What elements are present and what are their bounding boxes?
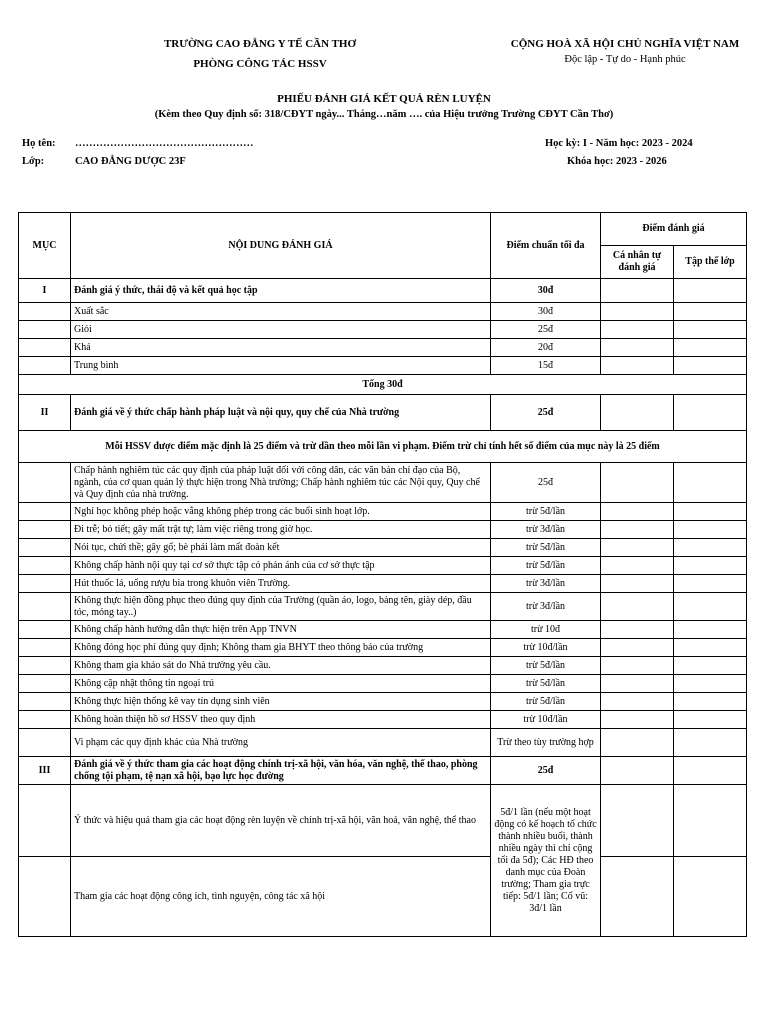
table-row-label: Tham gia các hoạt động công ích, tình nguyện, công tác xã hội: [71, 857, 491, 937]
group-score-cell[interactable]: [674, 657, 747, 675]
table-row-label: Không chấp hành nội quy tại cơ sở thực tập có phản ánh của cơ sở thực tập: [71, 557, 491, 575]
self-score-cell[interactable]: [601, 593, 674, 621]
self-score-cell[interactable]: [601, 339, 674, 357]
self-score-cell[interactable]: [601, 321, 674, 339]
table-row-label: Giỏi: [71, 321, 491, 339]
table-row-label: Không cập nhật thông tin ngoại trú: [71, 675, 491, 693]
section-1-num: I: [19, 279, 71, 303]
group-score-cell[interactable]: [674, 675, 747, 693]
header-max-score: Điểm chuẩn tối đa: [491, 213, 601, 279]
self-score-cell[interactable]: [601, 785, 674, 857]
group-score-cell[interactable]: [674, 503, 747, 521]
table-row-score: trừ 5đ/lần: [491, 539, 601, 557]
table-row-score: trừ 10đ: [491, 621, 601, 639]
header-group: Tập thể lớp: [674, 246, 747, 279]
section-1-title: Đánh giá ý thức, thái độ và kết quả học tập: [71, 279, 491, 303]
table-row-label: Vi phạm các quy định khác của Nhà trường: [71, 729, 491, 757]
table-row-label: Xuất sắc: [71, 303, 491, 321]
group-score-cell[interactable]: [674, 395, 747, 431]
self-score-cell[interactable]: [601, 357, 674, 375]
group-score-cell[interactable]: [674, 857, 747, 937]
motto: Độc lập - Tự do - Hạnh phúc: [564, 54, 686, 65]
self-score-cell[interactable]: [601, 503, 674, 521]
group-score-cell[interactable]: [674, 693, 747, 711]
group-score-cell[interactable]: [674, 621, 747, 639]
table-row-label: Không đóng học phí đúng quy định; Không tham gia BHYT theo thông báo của trường: [71, 639, 491, 657]
table-row-score: trừ 3đ/lần: [491, 593, 601, 621]
table-row-label: Không tham gia khảo sát do Nhà trường yêu cầu.: [71, 657, 491, 675]
table-row-label: Không thực hiện đồng phục theo đúng quy định của Trường (quần áo, logo, bảng tên, giày dép, đầu tóc, móng tay..): [71, 593, 491, 621]
self-score-cell[interactable]: [601, 675, 674, 693]
group-score-cell[interactable]: [674, 463, 747, 503]
group-score-cell[interactable]: [674, 357, 747, 375]
group-score-cell[interactable]: [674, 521, 747, 539]
group-score-cell[interactable]: [674, 757, 747, 785]
table-row-label: Không hoàn thiện hồ sơ HSSV theo quy định: [71, 711, 491, 729]
self-score-cell[interactable]: [601, 395, 674, 431]
semester-info: Học kỳ: I - Năm học: 2023 - 2024: [545, 138, 693, 149]
section-3-merged-score: 5đ/1 lần (nếu một hoạt động có kế hoạch tổ chức thành nhiều buổi, thành nhiều ngày thì chỉ cộng tối đa 5đ); Các HĐ theo danh mục của Đoàn trường; Tham gia trực tiếp: 5đ/1 lần; Cổ vũ: 3đ/1 lần: [491, 785, 601, 937]
table-row-score: trừ 3đ/lần: [491, 521, 601, 539]
document-title: PHIẾU ĐÁNH GIÁ KẾT QUẢ RÈN LUYỆN: [277, 93, 491, 105]
table-row-label: Trung bình: [71, 357, 491, 375]
table-row-score: trừ 10đ/lần: [491, 639, 601, 657]
group-score-cell[interactable]: [674, 321, 747, 339]
self-score-cell[interactable]: [601, 693, 674, 711]
table-row-label: Khá: [71, 339, 491, 357]
self-score-cell[interactable]: [601, 757, 674, 785]
group-score-cell[interactable]: [674, 339, 747, 357]
table-row-label: Không thực hiện thống kê vay tín dụng sinh viên: [71, 693, 491, 711]
table-row-score: trừ 5đ/lần: [491, 503, 601, 521]
section-2-num: II: [19, 395, 71, 431]
table-row-score: trừ 3đ/lần: [491, 575, 601, 593]
self-score-cell[interactable]: [601, 539, 674, 557]
header-evaluation: Điểm đánh giá: [601, 213, 747, 246]
class-label: Lớp:: [22, 156, 45, 167]
group-score-cell[interactable]: [674, 303, 747, 321]
section-3-title: Đánh giá về ý thức tham gia các hoạt động chính trị-xã hội, văn hóa, văn nghệ, thể thao, phòng chống tội phạm, tệ nạn xã hội, bạo lực học đường: [71, 757, 491, 785]
group-score-cell[interactable]: [674, 539, 747, 557]
table-row-score: trừ 10đ/lần: [491, 711, 601, 729]
header-content: NỘI DUNG ĐÁNH GIÁ: [71, 213, 491, 279]
group-score-cell[interactable]: [674, 279, 747, 303]
table-row-score: 15đ: [491, 357, 601, 375]
table-row-label: Nghỉ học không phép hoặc vắng không phép trong các buổi sinh hoạt lớp.: [71, 503, 491, 521]
self-score-cell[interactable]: [601, 463, 674, 503]
table-row-label: Không chấp hành hướng dẫn thực hiện trên App TNVN: [71, 621, 491, 639]
table-row-score: trừ 5đ/lần: [491, 675, 601, 693]
table-row-score: 30đ: [491, 303, 601, 321]
name-label: Họ tên:: [22, 138, 56, 149]
evaluation-table: [18, 212, 747, 937]
self-score-cell[interactable]: [601, 575, 674, 593]
table-row-label: Nói tục, chửi thề; gây gổ; bè phái làm mất đoàn kết: [71, 539, 491, 557]
group-score-cell[interactable]: [674, 575, 747, 593]
table-row-score: trừ 5đ/lần: [491, 557, 601, 575]
self-score-cell[interactable]: [601, 857, 674, 937]
section-2-title: Đánh giá về ý thức chấp hành pháp luật và nội quy, quy chế của Nhà trường: [71, 395, 491, 431]
table-row-score: trừ 5đ/lần: [491, 657, 601, 675]
section-2-note: Mỗi HSSV được điểm mặc định là 25 điểm và trừ dần theo mỗi lần vi phạm. Điểm trừ chỉ tính hết số điểm của mục này là 25 điểm: [19, 431, 747, 463]
self-score-cell[interactable]: [601, 711, 674, 729]
section-2-score: 25đ: [491, 395, 601, 431]
section-1-score: 30đ: [491, 279, 601, 303]
name-value: ……………………………………………: [75, 138, 254, 149]
self-score-cell[interactable]: [601, 557, 674, 575]
self-score-cell[interactable]: [601, 521, 674, 539]
table-row-score: trừ 5đ/lần: [491, 693, 601, 711]
table-row-score: 20đ: [491, 339, 601, 357]
office-name: PHÒNG CÔNG TÁC HSSV: [193, 58, 327, 70]
table-row-label: Đi trễ; bỏ tiết; gây mất trật tự; làm việc riêng trong giờ học.: [71, 521, 491, 539]
table-row-label: Chấp hành nghiêm túc các quy định của pháp luật đối với công dân, các văn bản chỉ đạo của Bộ, ngành, của cơ quan quản lý thực hiện trong Nhà trường; Chấp hành nghiêm túc các Nội quy, Quy chế và Quy định của nhà trường.: [71, 463, 491, 503]
group-score-cell[interactable]: [674, 593, 747, 621]
class-value: CAO ĐẲNG DƯỢC 23F: [75, 156, 186, 167]
table-row-score: 25đ: [491, 463, 601, 503]
table-row-label: Ý thức và hiệu quả tham gia các hoạt động rèn luyện về chính trị-xã hội, văn hoá, văn nghệ, thể thao: [71, 785, 491, 857]
self-score-cell[interactable]: [601, 729, 674, 757]
table-row-score: 25đ: [491, 321, 601, 339]
group-score-cell[interactable]: [674, 729, 747, 757]
country-name: CỘNG HOÀ XÃ HỘI CHỦ NGHĨA VIỆT NAM: [510, 38, 740, 50]
self-score-cell[interactable]: [601, 621, 674, 639]
header-self: Cá nhân tự đánh giá: [601, 246, 674, 279]
table-row-score: Trừ theo tùy trường hợp: [491, 729, 601, 757]
self-score-cell[interactable]: [601, 639, 674, 657]
group-score-cell[interactable]: [674, 711, 747, 729]
course-info: Khóa học: 2023 - 2026: [567, 156, 667, 167]
self-score-cell[interactable]: [601, 657, 674, 675]
group-score-cell[interactable]: [674, 557, 747, 575]
section-3-score: 25đ: [491, 757, 601, 785]
table-row-label: Hút thuốc lá, uống rượu bia trong khuôn viên Trường.: [71, 575, 491, 593]
group-score-cell[interactable]: [674, 639, 747, 657]
header-section: MỤC: [19, 213, 71, 279]
group-score-cell[interactable]: [674, 785, 747, 857]
document-subtitle: (Kèm theo Quy định số: 318/CĐYT ngày... Tháng…năm …. của Hiệu trưởng Trường CĐYT Cần Thơ): [154, 109, 614, 120]
section-1-total: Tổng 30đ: [19, 375, 747, 395]
section-3-num: III: [19, 757, 71, 785]
self-score-cell[interactable]: [601, 279, 674, 303]
school-name: TRƯỜNG CAO ĐẲNG Y TẾ CẦN THƠ: [163, 38, 357, 50]
self-score-cell[interactable]: [601, 303, 674, 321]
